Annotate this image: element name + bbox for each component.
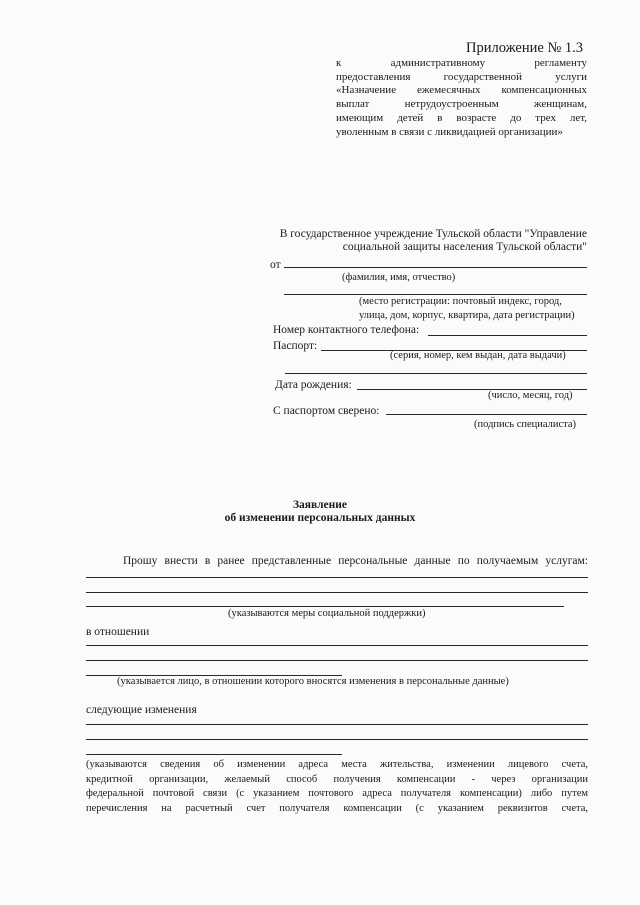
statement-title-line: Заявление [292, 499, 347, 511]
note-line: кредитной организации, желаемый способ получения компенсации - через организации [86, 773, 588, 785]
changes-field-line[interactable] [86, 739, 588, 740]
passport-extra-line[interactable] [285, 373, 587, 374]
fio-caption: (фамилия, имя, отчество) [342, 272, 456, 283]
request-paragraph [86, 555, 588, 567]
regarding-label: в отношении [86, 626, 150, 638]
fio-field-line[interactable] [284, 267, 587, 268]
person-field-line[interactable] [86, 660, 588, 661]
services-field-line[interactable] [86, 606, 564, 607]
address-caption: (место регистрации: почтовый индекс, город, [359, 296, 562, 307]
person-field-line[interactable] [86, 645, 588, 646]
passport-caption: (серия, номер, кем выдан, дата выдачи) [390, 350, 566, 361]
header-line: «Назначение ежемесячных компенсационных [336, 84, 587, 97]
note-line: федеральной почтовой связи (с указанием почтового адреса получателя компенсации) либо путем [86, 788, 588, 800]
measures-caption: (указываются меры социальной поддержки) [228, 608, 426, 619]
verified-caption: (подпись специалиста) [474, 419, 577, 430]
phone-field-line[interactable] [428, 335, 587, 336]
header-line: выплат нетрудоустроенным женщинам, [336, 98, 587, 111]
address-caption: улица, дом, корпус, квартира, дата регистрации) [359, 310, 575, 321]
verified-field-line[interactable] [386, 414, 587, 415]
changes-field-line[interactable] [86, 724, 588, 725]
birth-label: Дата рождения: [275, 379, 352, 391]
addressee-line: В государственное учреждение Тульской области "Управление [279, 228, 587, 240]
person-caption: (указывается лицо, в отношении которого вносятся изменения в персональные данные) [117, 676, 509, 687]
passport-label: Паспорт: [273, 340, 318, 352]
phone-label: Номер контактного телефона: [273, 324, 420, 336]
services-field-line[interactable] [86, 592, 588, 593]
address-field-line[interactable] [284, 294, 587, 295]
birth-caption: (число, месяц, год) [488, 390, 573, 401]
header-line: имеющим детей в возрасте до трех лет, [336, 111, 587, 124]
changes-note [86, 758, 588, 816]
header-line: уволенным в связи с ликвидацией организации» [336, 125, 563, 138]
note-line: (указываются сведения об изменении адреса места жительства, изменении лицевого счета, [86, 759, 588, 770]
appendix-title: Приложение № 1.3 [466, 40, 584, 56]
header-line: предоставления государственной услуги [336, 70, 587, 83]
from-label: от [270, 259, 281, 271]
changes-label: следующие изменения [86, 704, 197, 716]
header-line: к административному регламенту [336, 57, 587, 69]
verified-label: С паспортом сверено: [273, 405, 380, 417]
services-field-line[interactable] [86, 577, 588, 578]
addressee-line: социальной защиты населения Тульской области" [342, 241, 587, 253]
addressee [265, 228, 587, 254]
statement-title-line: об изменении персональных данных [224, 512, 416, 524]
statement-title [0, 499, 640, 525]
note-line: перечисления на расчетный счет получателя компенсации (с указанием реквизитов счета, [86, 802, 588, 814]
request-text: Прошу внести в ранее представленные персональные данные по получаемым услугам: [123, 555, 588, 567]
changes-field-line[interactable] [86, 754, 342, 755]
regulation-reference [336, 57, 587, 139]
